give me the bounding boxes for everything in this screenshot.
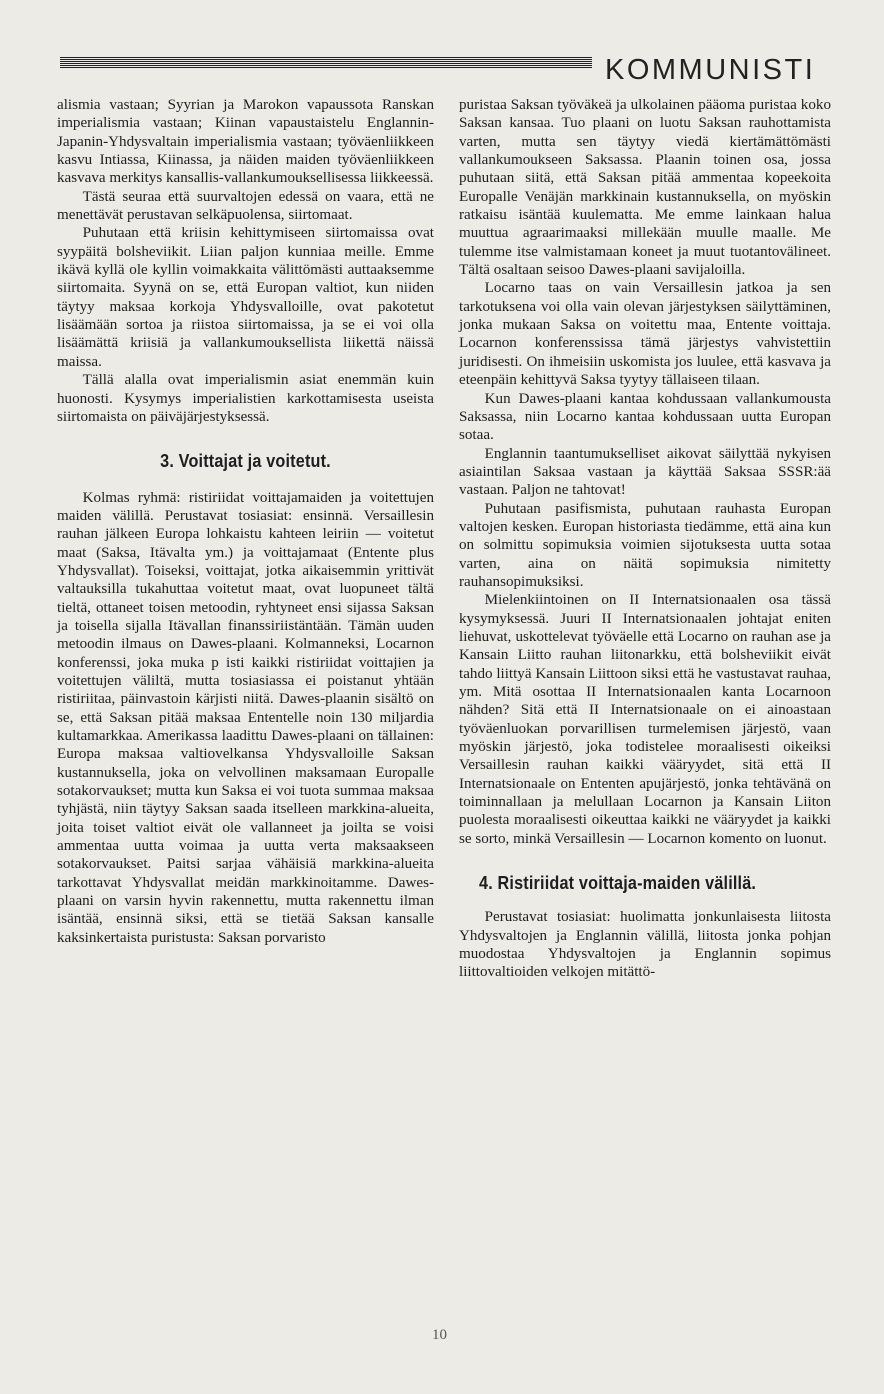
paragraph: Kun Dawes-plaani kantaa kohdussaan vallankumousta Saksassa, niin Locarno kantaa kohdussaan uutta Europan sotaa. bbox=[459, 390, 831, 444]
section-heading: 3. Voittajat ja voitetut. bbox=[160, 451, 331, 472]
paragraph: Tästä seuraa että suurvaltojen edessä on vaara, että ne menettävät perustavan selkäpuolensa, siirtomaat. bbox=[57, 188, 434, 224]
header-rule bbox=[60, 57, 592, 69]
right-column bbox=[459, 96, 831, 982]
paragraph: Kolmas ryhmä: ristiriidat voittajamaiden ja voitettujen maiden välillä. Perustavat tosiasiat: ensinnä. Versaillesin rauhan jälkeen Europa lohkaistu kahteen leiriin — voitetut maat (Saksa, Itävalta ym.) ja voittajamaat (Entente plus Yhdysvallat). Toiseksi, voittajat, jotka aikaisemmin yrittivät valtauksilla tukahuttaa voitetut maat, ovat luopuneet tältä tieltä, ottaneet toisen metoodin, ryhtyneet ensi sijassa Saksan ja toisella sijalla Itävallan finanssiriistäntään. Tämän uuden metoodin ilmaus on Dawes-plaani. Kolmanneksi, Locarnon konferenssi, joka muka p isti kaikki ristiriidat voittajien ja voitettujen väliltä, mutta tosiasiassa ei poistanut yhtään ristiriitaa, päinvastoin kärjisti niitä. Dawes-plaanin sisältö on se, että Saksan pitää maksaa Ententelle noin 130 miljardia kultamarkkaa. Amerikassa laadittu Dawes-plaani on tällainen: Europa maksaa valtiovelkansa Yhdysvalloille Saksan kustannuksella, joka on velvollinen maksamaan Europalle sotakorvaukset; mutta kun Saksa ei voi tuota summaa maksaa tyhjästä, niin täytyy Saksan saada itselleen markkina-alueita, joita toiset valtiot eivät ole vallanneet ja joilta se voisi ammentaa uutta voimaa ja uutta verta maksaakseen sotakorvaukset. Paitsi sarjaa vähäisiä markkina-alueita tarkottavat Yhdysvallat meidän markkinoitamme. Dawes-plaani on varsin hyvin rakennettu, mutta rakennettu ilman isäntää, ensinnä siksi, että se tietää Saksan kansalle kaksinkertaista puristusta: Saksan porvaristo bbox=[57, 489, 434, 946]
paragraph: Englannin taantumukselliset aikovat säilyttää nykyisen asiaintilan Saksaa vastaan ja käyttää Saksaa SSSR:ää vastaan. Paljon ne tahtovat! bbox=[459, 445, 831, 499]
paragraph: alismia vastaan; Syyrian ja Marokon vapaussota Ranskan imperialismia vastaan; Kiinan vapaustaistelu Englannin-Japanin-Yhdysvaltain imperialismia vastaan; työväenliikkeen kasvu Intiassa, Kiinassa, ja näiden maiden työväenliikkeen kasvava merkitys kansallis-vallankumouksellisessa liikkeessä. bbox=[57, 97, 434, 187]
paragraph: Puhutaan että kriisin kehittymiseen siirtomaissa ovat syypäitä bolsheviikit. Liian paljon kunniaa meille. Emme ikävä kyllä ole kyllin voimakkaita välittömästi auttaaksemme siirtomaita. Syynä on se, että Europan valtiot, kun niiden täytyy maksaa korkoja Yhdysvalloille, ovat pakotetut lisäämään sortoa ja riistoa siirtomaissa, ja se ei voi olla lisäämättä kriisiä ja vallankumouksellista liikettä näissä maissa. bbox=[57, 225, 434, 370]
paragraph: Puhutaan pasifismista, puhutaan rauhasta Europan valtojen kesken. Europan historiasta tiedämme, että aina kun on solmittu sopimuksia voimien sijotuksesta uutta sotaa varten, aina on näitä sopimuksia nimitetty rauhansopimuksiksi. bbox=[459, 500, 831, 590]
paragraph: Tällä alalla ovat imperialismin asiat enemmän kuin huonosti. Kysymys imperialistien karkottamisesta useista siirtomaista on päiväjärjestyksessä. bbox=[57, 372, 434, 425]
page-number: 10 bbox=[432, 1327, 447, 1343]
paragraph: Mielenkiintoinen on II Internatsionaalen osa tässä kysymyksessä. Juuri II Internatsionaalen johtajat eniten liehuvat, uskottelevat työväelle että Locarno on rauhan ase ja Kansain Liitto rauhan liitonarkku, että bolsheviikit eivät tahdo liittyä Kansain Liittoon siksi että he vastustavat rauhaa, ym. Mitä osottaa II Internatsionaalen kanta Locarnoon nähden? Sitä että II Internatsionaale on ei ainoastaan työväenluokan porvarillisen turmelemisen järjestö, vaan myöskin järjestö, joka todistelee moraalisesti oikeiksi Versaillesin rauhan kaikki vääryydet, sitä että II Internatsionaale on Ententen apujärjestö, jonka tehtävänä on toiminnallaan ja melullaan Locarnon ja Kansain Liiton puolesta moraalisesti oikeuttaa kaikki ne vääryydet ja kaikki se sorto, minkä Versaillesin — Locarnon komento on luonut. bbox=[459, 592, 831, 847]
paragraph: Locarno taas on vain Versaillesin jatkoa ja sen tarkotuksena voi olla vain olevan järjestyksen säilyttäminen, jonka mukaan Saksa on voitettu maa, Entente voittaja. Locarnon konferenssissa tämä järjestys vahvistettiin juridisesti. On ihmeisiin uskomista jos luulee, että kasvava ja eteenpäin kehittyvä Saksa tyytyy tällaiseen tilaan. bbox=[459, 280, 831, 389]
section-heading: 4. Ristiriidat voittaja-maiden välillä. bbox=[479, 873, 757, 894]
paragraph: Perustavat tosiasiat: huolimatta jonkunlaisesta liitosta Yhdysvaltojen ja Englannin välillä, liitosta jonka pohjan muodostaa Yhdysvaltojen ja Englannin sopimus liittovaltioiden velkojen mitättö- bbox=[459, 909, 831, 981]
left-column bbox=[57, 96, 434, 947]
paragraph: puristaa Saksan työväkeä ja ulkolainen pääoma puristaa koko Saksan kansaa. Tuo plaani on luotu Saksan rauhottamista varten, mutta sen täytyy viedä kiertämättömästi vallankumoukseen Saksassa. Plaanin toinen osa, jossa puhutaan siitä, että Saksan pitää ammentaa kopeekoita Europalle Venäjän markkinain kustannuksella, on myöskin ratkaisu isäntää kuulematta. Me emme lainkaan halua muuttua agraarimaaksi millekään muulle maalle. Me tulemme itse valmistamaan koneet ja muut tuotantovälineet. Tältä osaltaan seisoo Dawes-plaani savijaloilla. bbox=[459, 97, 831, 279]
journal-title: KOMMUNISTI bbox=[605, 54, 816, 86]
